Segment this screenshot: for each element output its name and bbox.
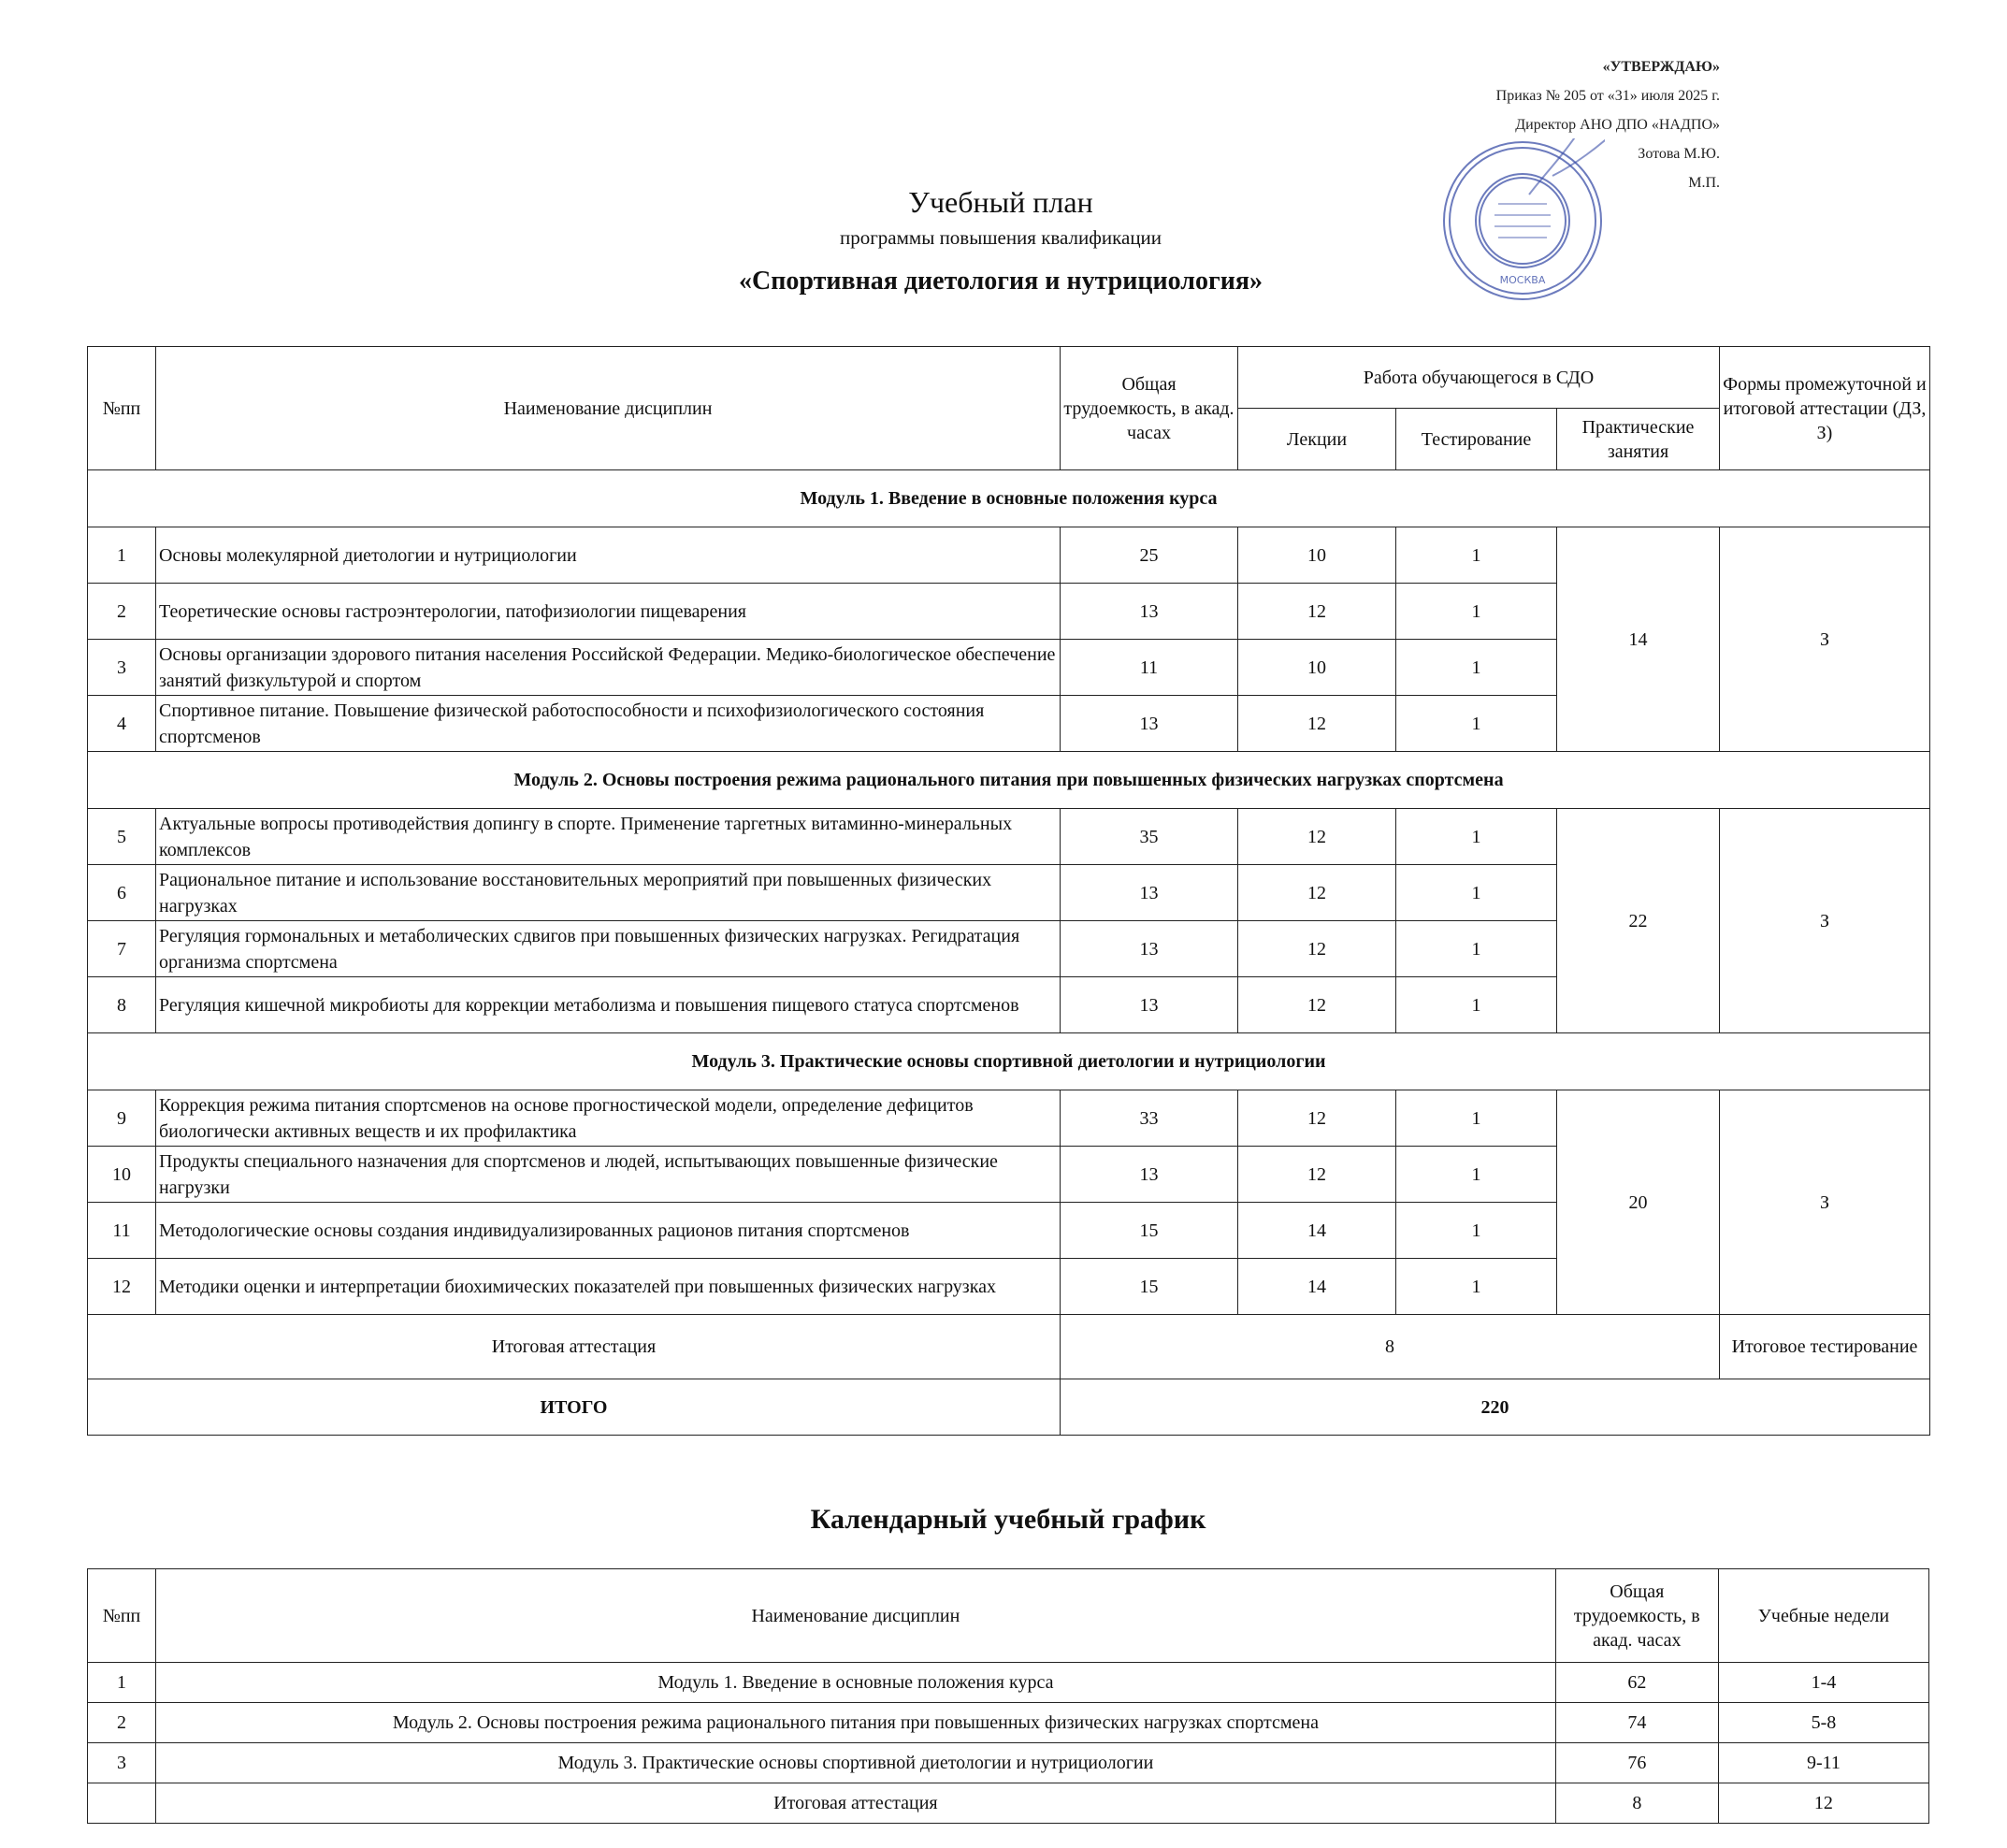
cal-row-num: 1	[88, 1663, 156, 1703]
table-row	[88, 1783, 1929, 1824]
header-name: Наименование дисциплин	[156, 347, 1061, 470]
header-attestation-forms: Формы промежуточной и итоговой аттестации (ДЗ, З)	[1720, 347, 1930, 470]
row-lectures: 14	[1238, 1203, 1396, 1259]
approval-name: Зотова М.Ю.	[1638, 146, 1720, 162]
cal-row-weeks: 5-8	[1718, 1703, 1928, 1743]
row-lectures: 10	[1238, 527, 1396, 584]
row-num: 6	[88, 865, 156, 921]
row-num: 4	[88, 696, 156, 752]
cal-header-num: №пп	[88, 1569, 156, 1663]
header-total-hours: Общая трудоемкость, в акад. часах	[1061, 347, 1238, 470]
row-num: 5	[88, 809, 156, 865]
row-testing: 1	[1396, 921, 1557, 977]
row-lectures: 12	[1238, 977, 1396, 1033]
row-name: Коррекция режима питания спортсменов на основе прогностической модели, определение дефицитов биологически активных веществ и их профилактика	[156, 1090, 1061, 1147]
table-row	[88, 809, 1930, 865]
row-num: 3	[88, 640, 156, 696]
approval-mp: М.П.	[1688, 175, 1720, 191]
cal-header-weeks: Учебные недели	[1718, 1569, 1928, 1663]
row-num: 1	[88, 527, 156, 584]
row-num: 7	[88, 921, 156, 977]
page-title: Учебный план	[908, 185, 1093, 219]
table-row	[88, 1663, 1929, 1703]
row-testing: 1	[1396, 865, 1557, 921]
row-lectures: 14	[1238, 1259, 1396, 1315]
approval-order: Приказ № 205 от «31» июля 2025 г.	[1495, 88, 1720, 104]
row-num: 11	[88, 1203, 156, 1259]
table-row	[88, 1090, 1930, 1147]
total-hours: 220	[1061, 1379, 1930, 1436]
final-attestation-label: Итоговая аттестация	[88, 1315, 1061, 1379]
module-heading: Модуль 2. Основы построения режима рационального питания при повышенных физических нагрузках спортсмена	[88, 752, 1930, 809]
final-attestation-form: Итоговое тестирование	[1720, 1315, 1930, 1379]
row-total: 25	[1061, 527, 1238, 584]
row-total: 15	[1061, 1259, 1238, 1315]
row-total: 13	[1061, 865, 1238, 921]
title-block	[561, 183, 1440, 299]
row-name: Теоретические основы гастроэнтерологии, патофизиологии пищеварения	[156, 584, 1061, 640]
cal-header-name: Наименование дисциплин	[156, 1569, 1556, 1663]
row-name: Регуляция гормональных и метаболических сдвигов при повышенных физических нагрузках. Регидратация организма спортсмена	[156, 921, 1061, 977]
row-testing: 1	[1396, 977, 1557, 1033]
row-lectures: 12	[1238, 921, 1396, 977]
cal-row-num: 3	[88, 1743, 156, 1783]
module-form: З	[1720, 1090, 1930, 1315]
cal-header-total: Общая трудоемкость, в акад. часах	[1555, 1569, 1718, 1663]
cal-row-name: Модуль 2. Основы построения режима рационального питания при повышенных физических нагрузках спортсмена	[156, 1703, 1556, 1743]
stamp-city-text: МОСКВА	[1499, 274, 1546, 286]
cal-row-weeks: 1-4	[1718, 1663, 1928, 1703]
cal-row-total: 74	[1555, 1703, 1718, 1743]
row-total: 13	[1061, 977, 1238, 1033]
module-form: З	[1720, 809, 1930, 1033]
table-row	[88, 1703, 1929, 1743]
row-name: Основы организации здорового питания населения Российской Федерации. Медико-биологическое обеспечение занятий физкультурой и спортом	[156, 640, 1061, 696]
row-lectures: 12	[1238, 1147, 1396, 1203]
row-lectures: 12	[1238, 809, 1396, 865]
approval-position: Директор АНО ДПО «НАДПО»	[1515, 117, 1720, 133]
row-num: 2	[88, 584, 156, 640]
row-lectures: 10	[1238, 640, 1396, 696]
header-practice: Практические занятия	[1557, 409, 1720, 470]
row-testing: 1	[1396, 1203, 1557, 1259]
row-lectures: 12	[1238, 865, 1396, 921]
row-name: Рациональное питание и использование восстановительных мероприятий при повышенных физических нагрузках	[156, 865, 1061, 921]
cal-row-weeks: 9-11	[1718, 1743, 1928, 1783]
row-testing: 1	[1396, 1147, 1557, 1203]
row-name: Методики оценки и интерпретации биохимических показателей при повышенных физических нагрузках	[156, 1259, 1061, 1315]
row-total: 35	[1061, 809, 1238, 865]
header-num: №пп	[88, 347, 156, 470]
cal-row-num	[88, 1783, 156, 1824]
header-lectures: Лекции	[1238, 409, 1396, 470]
row-num: 12	[88, 1259, 156, 1315]
cal-row-num: 2	[88, 1703, 156, 1743]
approval-heading: «УТВЕРЖДАЮ»	[1602, 59, 1720, 75]
row-testing: 1	[1396, 584, 1557, 640]
row-total: 13	[1061, 696, 1238, 752]
row-lectures: 12	[1238, 584, 1396, 640]
row-total: 13	[1061, 1147, 1238, 1203]
module-heading: Модуль 3. Практические основы спортивной диетологии и нутрициологии	[88, 1033, 1930, 1090]
row-testing: 1	[1396, 1259, 1557, 1315]
calendar-title: Календарный учебный график	[810, 1504, 1206, 1535]
row-name: Регуляция кишечной микробиоты для коррекции метаболизма и повышения пищевого статуса спортсменов	[156, 977, 1061, 1033]
row-total: 11	[1061, 640, 1238, 696]
total-row	[88, 1379, 1930, 1436]
row-name: Спортивное питание. Повышение физической работоспособности и психофизиологического состояния спортсменов	[156, 696, 1061, 752]
page-subtitle: программы повышения квалификации	[839, 226, 1162, 249]
row-name: Продукты специального назначения для спортсменов и людей, испытывающих повышенные физические нагрузки	[156, 1147, 1061, 1203]
table-row	[88, 1743, 1929, 1783]
cal-row-name: Итоговая аттестация	[156, 1783, 1556, 1824]
row-num: 9	[88, 1090, 156, 1147]
row-testing: 1	[1396, 527, 1557, 584]
row-lectures: 12	[1238, 696, 1396, 752]
cal-row-total: 76	[1555, 1743, 1718, 1783]
cal-row-total: 8	[1555, 1783, 1718, 1824]
table-row	[88, 527, 1930, 584]
row-total: 13	[1061, 584, 1238, 640]
row-num: 10	[88, 1147, 156, 1203]
calendar-table	[87, 1568, 1929, 1824]
module-practice: 22	[1557, 809, 1720, 1033]
row-lectures: 12	[1238, 1090, 1396, 1147]
cal-row-name: Модуль 3. Практические основы спортивной диетологии и нутрициологии	[156, 1743, 1556, 1783]
row-total: 13	[1061, 921, 1238, 977]
row-total: 15	[1061, 1203, 1238, 1259]
row-testing: 1	[1396, 1090, 1557, 1147]
final-attestation-hours: 8	[1061, 1315, 1720, 1379]
cal-row-name: Модуль 1. Введение в основные положения курса	[156, 1663, 1556, 1703]
row-testing: 1	[1396, 640, 1557, 696]
seal-stamp-icon	[1440, 138, 1605, 303]
total-label: ИТОГО	[88, 1379, 1061, 1436]
cal-row-total: 62	[1555, 1663, 1718, 1703]
module-practice: 14	[1557, 527, 1720, 752]
row-testing: 1	[1396, 696, 1557, 752]
header-testing: Тестирование	[1396, 409, 1557, 470]
curriculum-table	[87, 346, 1930, 1436]
row-name: Основы молекулярной диетологии и нутрициологии	[156, 527, 1061, 584]
row-name: Методологические основы создания индивидуализированных рационов питания спортсменов	[156, 1203, 1061, 1259]
cal-row-weeks: 12	[1718, 1783, 1928, 1824]
row-testing: 1	[1396, 809, 1557, 865]
header-sdo-work: Работа обучающегося в СДО	[1238, 347, 1720, 409]
module-practice: 20	[1557, 1090, 1720, 1315]
row-num: 8	[88, 977, 156, 1033]
final-attestation-row	[88, 1315, 1930, 1379]
module-form: З	[1720, 527, 1930, 752]
module-heading: Модуль 1. Введение в основные положения курса	[88, 470, 1930, 527]
program-title: «Спортивная диетология и нутрициология»	[739, 267, 1263, 296]
row-total: 33	[1061, 1090, 1238, 1147]
row-name: Актуальные вопросы противодействия допингу в спорте. Применение таргетных витаминно-минеральных комплексов	[156, 809, 1061, 865]
